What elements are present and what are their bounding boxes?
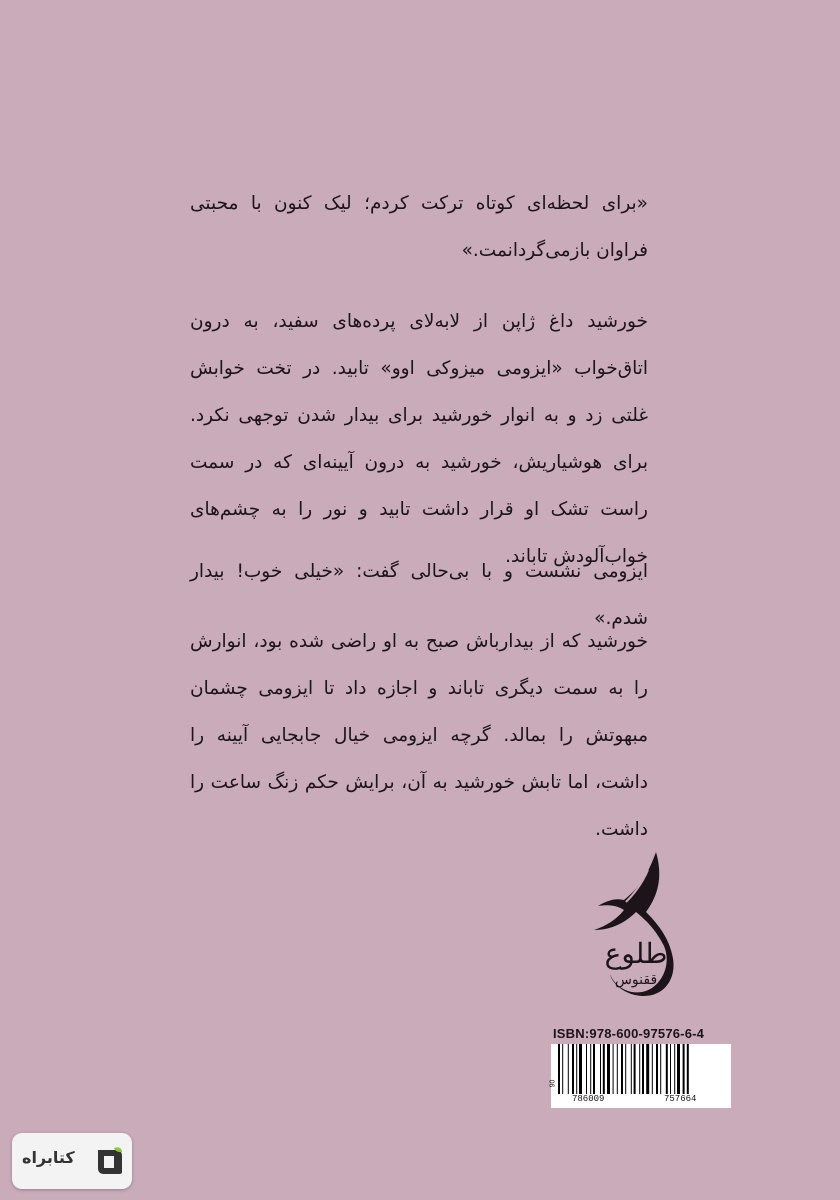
barcode-side-mark: 90: [549, 1079, 557, 1088]
paragraph-3: خورشید که از بیدارباش صبح به او راضی شده بود، انوارش را به سمت دیگری تاباند و اجازه داد تا ایزومی چشمان مبهوتش را بمالد. گرچه ایزومی خیال جابجایی آیینه را داشت، اما تابش خورشید به آن، برایش حکم زنگ ساعت را داشت.: [190, 631, 648, 840]
barcode-number-right: 757664: [664, 1094, 697, 1104]
badge-label: کتابراه: [22, 1148, 75, 1167]
publisher-logo-subtext: ققنوس: [614, 972, 658, 988]
barcode-bars: [556, 1044, 728, 1094]
ketabrah-logo-icon: [92, 1144, 126, 1178]
ketabrah-badge[interactable]: [12, 1133, 132, 1189]
paragraph-1: خورشید داغ ژاپن از لابه‌لای پرده‌های سفید، به درون اتاق‌خواب «ایزومی میزوکی اوو» تابید. در تخت خوابش غلتی زد و به انوار خورشید برای بیدار شدن توجهی نکرد. برای هوشیاریش، خورشید به درون آیینه‌ای که در سمت راست تشک او قرار داشت تابید و نور را به چشم‌های خواب‌آلودش تاباند.: [190, 311, 648, 567]
paragraph-2: ایزومی نشست و با بی‌حالی گفت: «خیلی خوب! بیدار شدم.»: [190, 561, 648, 629]
publisher-logo-text: طلوع: [604, 937, 668, 970]
barcode-number-left: 786009: [572, 1094, 605, 1104]
barcode: [551, 1044, 731, 1108]
opening-quote: «برای لحظه‌ای کوتاه ترکت کردم؛ لیک کنون با محبتی فراوان بازمی‌گردانمت.»: [190, 193, 648, 261]
isbn-label: ISBN:978-600-97576-6-4: [553, 1026, 705, 1041]
